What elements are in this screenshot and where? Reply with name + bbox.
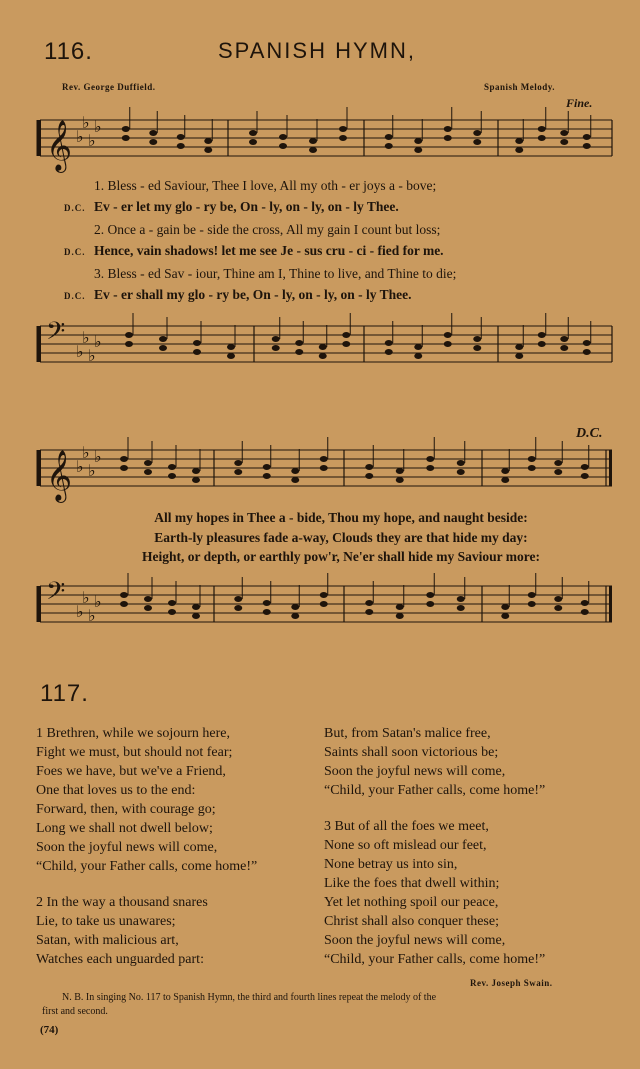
note-head xyxy=(227,353,235,359)
note-head xyxy=(263,464,271,470)
note-head xyxy=(320,456,328,462)
flat-icon: ♭ xyxy=(88,131,96,150)
verse-line: Satan, with malicious art, xyxy=(36,933,179,948)
lyric-line: D.C. Hence, vain shadows! let me see Je - sus cru - ci - fied for me. xyxy=(64,243,444,258)
flat-icon: ♭ xyxy=(88,346,96,365)
note-head xyxy=(426,601,434,607)
verse-line: None so oft mislead our feet, xyxy=(324,838,487,853)
note-head xyxy=(583,143,591,149)
note-head xyxy=(473,139,481,145)
verse-line: Like the foes that dwell within; xyxy=(324,876,500,891)
note-head xyxy=(528,456,536,462)
verse-line: None betray us into sin, xyxy=(324,857,458,872)
bass-clef-icon: 𝄢 xyxy=(46,577,66,612)
note-head xyxy=(320,465,328,471)
note-head xyxy=(120,601,128,607)
note-head xyxy=(560,345,568,351)
note-head xyxy=(177,143,185,149)
note-head xyxy=(192,477,200,483)
note-head xyxy=(457,460,465,466)
note-head xyxy=(192,468,200,474)
hymn-title: SPANISH HYMN, xyxy=(218,38,416,63)
verse-line: “Child, your Father calls, come home!” xyxy=(324,783,546,798)
note-head xyxy=(122,135,130,141)
note-head xyxy=(444,341,452,347)
verse-line: Watches each unguarded part: xyxy=(36,952,204,967)
note-head xyxy=(295,340,303,346)
note-head xyxy=(554,596,562,602)
note-head xyxy=(291,604,299,610)
note-head xyxy=(444,135,452,141)
note-head xyxy=(291,468,299,474)
verse-line: Saints shall soon victorious be; xyxy=(324,745,499,760)
note-head xyxy=(291,613,299,619)
note-head xyxy=(149,139,157,145)
note-head xyxy=(177,134,185,140)
note-head xyxy=(457,469,465,475)
footnote xyxy=(42,992,437,1017)
lyric-line: 3. Bless - ed Sav - iour, Thine am I, Thine to live, and Thine to die; xyxy=(94,266,457,281)
note-head xyxy=(320,601,328,607)
note-head xyxy=(204,138,212,144)
note-head xyxy=(554,460,562,466)
note-head xyxy=(263,609,271,615)
verse-column-1 xyxy=(36,724,257,969)
note-head xyxy=(501,604,509,610)
verse-line: 3 But of all the foes we meet, xyxy=(324,819,489,834)
verse-line: Long we shall not dwell below; xyxy=(36,821,213,836)
bass-clef-icon: 𝄢 xyxy=(46,317,66,352)
note-head xyxy=(396,604,404,610)
note-head xyxy=(426,592,434,598)
note-head xyxy=(144,460,152,466)
note-head xyxy=(396,468,404,474)
flat-icon: ♭ xyxy=(82,443,90,462)
page-number: (74) xyxy=(40,1024,59,1036)
note-head xyxy=(193,340,201,346)
lyrics-block-1 xyxy=(64,178,456,308)
note-head xyxy=(122,126,130,132)
note-head xyxy=(385,134,393,140)
note-head xyxy=(279,143,287,149)
lyric-line: D.C. Ev - er shall my glo - ry be, On - ly, on - ly, on - ly Thee. xyxy=(64,287,412,302)
note-head xyxy=(365,473,373,479)
note-head xyxy=(144,596,152,602)
note-head xyxy=(385,143,393,149)
flat-icon: ♭ xyxy=(76,127,84,146)
note-head xyxy=(168,464,176,470)
note-head xyxy=(227,344,235,350)
note-head xyxy=(263,473,271,479)
flat-icon: ♭ xyxy=(94,117,102,136)
verse-line: But, from Satan's malice free, xyxy=(324,726,491,741)
verse-line: 1 Brethren, while we sojourn here, xyxy=(36,726,230,741)
note-head xyxy=(193,349,201,355)
note-head xyxy=(414,344,422,350)
footnote-line: N. B. In singing No. 117 to Spanish Hymn, the third and fourth lines repeat the melody of the xyxy=(62,992,437,1003)
verse-line: “Child, your Father calls, come home!” xyxy=(324,952,546,967)
treble-clef-icon: 𝄞 xyxy=(46,450,73,501)
footnote-line: first and second. xyxy=(42,1006,108,1017)
note-head xyxy=(192,604,200,610)
note-head xyxy=(125,332,133,338)
note-head xyxy=(583,134,591,140)
note-head xyxy=(263,600,271,606)
verse-line: Yet let nothing spoil our peace, xyxy=(324,895,499,910)
note-head xyxy=(426,456,434,462)
note-head xyxy=(515,138,523,144)
note-head xyxy=(295,349,303,355)
note-head xyxy=(192,613,200,619)
note-head xyxy=(272,336,280,342)
verse-line: 2 In the way a thousand snares xyxy=(36,895,208,910)
note-head xyxy=(414,138,422,144)
treble-staff-1 xyxy=(40,113,612,171)
note-head xyxy=(234,605,242,611)
note-head xyxy=(426,465,434,471)
note-head xyxy=(234,596,242,602)
note-head xyxy=(444,332,452,338)
note-head xyxy=(414,147,422,153)
tune-name: Spanish Melody. xyxy=(484,82,556,92)
lyric-line: D.C. Ev - er let my glo - ry be, On - ly, on - ly, on - ly Thee. xyxy=(64,199,399,214)
note-head xyxy=(144,469,152,475)
note-head xyxy=(414,353,422,359)
lyric-line: Earth-ly pleasures fade a-way, Clouds they are that hide my day: xyxy=(154,530,528,545)
bass-staff-1 xyxy=(40,317,612,370)
note-head xyxy=(396,477,404,483)
note-head xyxy=(365,600,373,606)
note-head xyxy=(385,340,393,346)
note-head xyxy=(457,596,465,602)
note-head xyxy=(149,130,157,136)
note-head xyxy=(319,353,327,359)
note-head xyxy=(320,592,328,598)
note-head xyxy=(272,345,280,351)
note-head xyxy=(501,477,509,483)
note-head xyxy=(560,130,568,136)
note-head xyxy=(528,592,536,598)
note-head xyxy=(249,130,257,136)
note-head xyxy=(583,340,591,346)
lyric-line: 2. Once a - gain be - side the cross, All my gain I count but loss; xyxy=(94,222,441,237)
note-head xyxy=(234,469,242,475)
note-head xyxy=(473,336,481,342)
verse-line: Christ shall also conquer these; xyxy=(324,914,499,929)
note-head xyxy=(339,126,347,132)
note-head xyxy=(365,609,373,615)
hymn-number: 116. xyxy=(44,38,93,65)
note-head xyxy=(473,345,481,351)
verse-line: “Child, your Father calls, come home!” xyxy=(36,859,258,874)
verse-column-2 xyxy=(324,724,545,969)
hymn-number: 117. xyxy=(40,680,89,707)
note-head xyxy=(538,135,546,141)
verse-line: Soon the joyful news will come, xyxy=(36,840,218,855)
note-head xyxy=(342,332,350,338)
lyric-line: Height, or depth, or earthly pow'r, Ne'er shall hide my Saviour more: xyxy=(142,549,540,564)
bass-staff-2 xyxy=(40,577,612,630)
final-barline xyxy=(609,586,612,622)
verse-line: Lie, to take us unawares; xyxy=(36,914,176,929)
note-head xyxy=(396,613,404,619)
note-head xyxy=(457,605,465,611)
verse-line: Foes we have, but we've a Friend, xyxy=(36,764,226,779)
note-head xyxy=(309,138,317,144)
lyric-line: All my hopes in Thee a - bide, Thou my hope, and naught beside: xyxy=(154,510,528,525)
flat-icon: ♭ xyxy=(82,588,90,607)
treble-clef-icon: 𝄞 xyxy=(46,120,73,171)
flat-icon: ♭ xyxy=(82,328,90,347)
verse-spacer xyxy=(324,800,545,817)
note-head xyxy=(581,473,589,479)
note-head xyxy=(538,126,546,132)
verse-line: Fight we must, but should not fear; xyxy=(36,745,233,760)
note-head xyxy=(342,341,350,347)
note-head xyxy=(168,600,176,606)
note-head xyxy=(528,465,536,471)
note-head xyxy=(159,336,167,342)
verse-line: Forward, then, with courage go; xyxy=(36,802,216,817)
hymn-author: Rev. Joseph Swain. xyxy=(470,978,553,988)
note-head xyxy=(144,605,152,611)
note-head xyxy=(515,353,523,359)
verse-line: Soon the joyful news will come, xyxy=(324,764,506,779)
flat-icon: ♭ xyxy=(88,461,96,480)
note-head xyxy=(120,465,128,471)
note-head xyxy=(554,605,562,611)
note-head xyxy=(120,592,128,598)
verse-line: Soon the joyful news will come, xyxy=(324,933,506,948)
lyric-line: 1. Bless - ed Saviour, Thee I love, All my oth - er joys a - bove; xyxy=(94,178,437,193)
note-head xyxy=(581,464,589,470)
lyrics-block-2 xyxy=(88,510,594,568)
note-head xyxy=(319,344,327,350)
note-head xyxy=(279,134,287,140)
flat-icon: ♭ xyxy=(76,602,84,621)
flat-icon: ♭ xyxy=(76,342,84,361)
flat-icon: ♭ xyxy=(94,447,102,466)
verse-line: One that loves us to the end: xyxy=(36,783,196,798)
note-head xyxy=(168,473,176,479)
note-head xyxy=(583,349,591,355)
flat-icon: ♭ xyxy=(94,592,102,611)
note-head xyxy=(234,460,242,466)
verse-spacer xyxy=(36,876,257,893)
note-head xyxy=(554,469,562,475)
note-head xyxy=(581,609,589,615)
note-head xyxy=(444,126,452,132)
dc-end-mark: D.C. xyxy=(576,426,603,441)
note-head xyxy=(365,464,373,470)
note-head xyxy=(515,344,523,350)
note-head xyxy=(204,147,212,153)
note-head xyxy=(291,477,299,483)
note-head xyxy=(168,609,176,615)
note-head xyxy=(538,341,546,347)
note-head xyxy=(515,147,523,153)
note-head xyxy=(528,601,536,607)
treble-staff-2 xyxy=(40,443,612,501)
flat-icon: ♭ xyxy=(76,457,84,476)
note-head xyxy=(385,349,393,355)
note-head xyxy=(339,135,347,141)
final-barline xyxy=(609,450,612,486)
note-head xyxy=(120,456,128,462)
note-head xyxy=(125,341,133,347)
note-head xyxy=(581,600,589,606)
note-head xyxy=(309,147,317,153)
flat-icon: ♭ xyxy=(94,332,102,351)
note-head xyxy=(473,130,481,136)
note-head xyxy=(560,336,568,342)
note-head xyxy=(249,139,257,145)
note-head xyxy=(538,332,546,338)
note-head xyxy=(560,139,568,145)
note-head xyxy=(501,468,509,474)
flat-icon: ♭ xyxy=(88,606,96,625)
hymn-author: Rev. George Duffield. xyxy=(62,82,156,92)
note-head xyxy=(501,613,509,619)
fine-mark: Fine. xyxy=(566,96,593,110)
flat-icon: ♭ xyxy=(82,113,90,132)
note-head xyxy=(159,345,167,351)
